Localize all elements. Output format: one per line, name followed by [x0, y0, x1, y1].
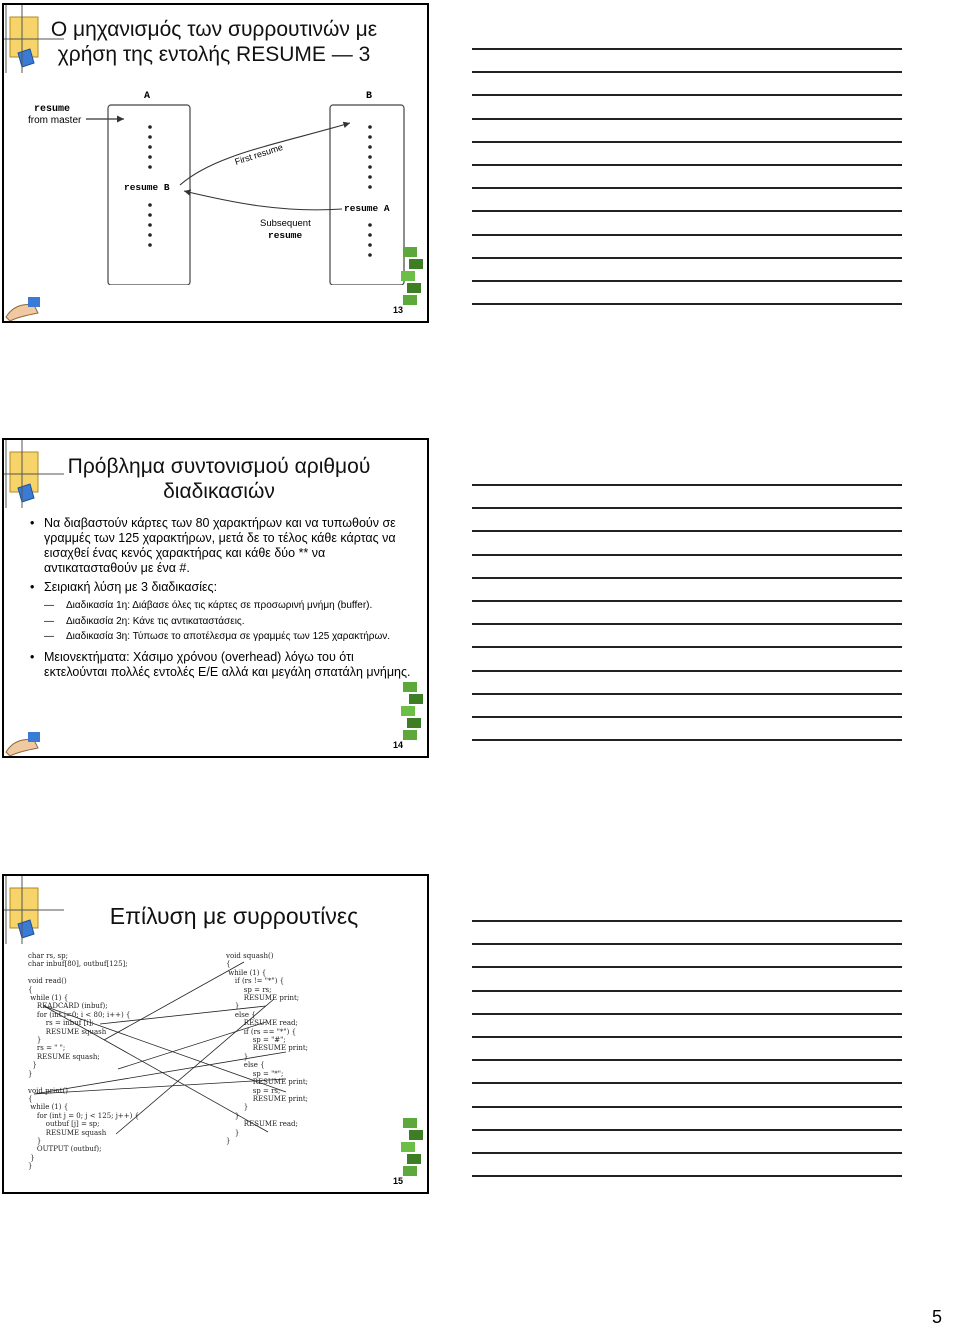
slide-title-line-2: διαδικασιών [163, 480, 275, 503]
note-line [472, 554, 902, 556]
sub-item-1: — Διαδικασία 1η: Διάβασε όλες τις κάρτες σε προσωρινή μνήμη (buffer). [44, 600, 416, 613]
note-line [472, 1059, 902, 1061]
note-line [472, 257, 902, 259]
label-resume-master-2: from master [28, 115, 82, 126]
note-line [472, 1175, 902, 1177]
note-line [472, 210, 902, 212]
slide-15 [2, 874, 429, 1194]
note-line [472, 234, 902, 236]
note-line [472, 1036, 902, 1038]
label-col-b: B [366, 91, 373, 102]
bullet-disadvantages: • Μειονεκτήματα: Χάσιμο χρόνου (overhead) λόγω του ότι εκτελούνται πολλές εντολές Ε/Ε αλλά και μεγάλη σπατάλη μνήμης. [30, 650, 416, 680]
note-line [472, 530, 902, 532]
label-subsequent-1: Subsequent [260, 218, 311, 229]
page-number: 5 [931, 1307, 942, 1327]
label-col-a: A [144, 91, 151, 102]
note-line [472, 966, 902, 968]
label-resume-a: resume A [344, 203, 390, 214]
slide-title [34, 454, 404, 504]
note-line [472, 1106, 902, 1108]
note-line [472, 943, 902, 945]
note-line [472, 187, 902, 189]
note-line [472, 48, 902, 50]
note-line [472, 693, 902, 695]
note-line [472, 739, 902, 741]
label-resume-b: resume B [124, 182, 170, 193]
slide-number: 13 [392, 305, 403, 315]
slide-title-line-1: Ο μηχανισμός των συρρουτινών με [50, 18, 378, 41]
note-line [472, 303, 902, 305]
slide-title-line-2: χρήση της εντολής RESUME — 3 [57, 43, 371, 66]
green-blocks-decoration-icon [399, 680, 425, 742]
note-line [472, 71, 902, 73]
slide-13 [2, 3, 429, 323]
bullet-list [30, 516, 416, 684]
note-line [472, 600, 902, 602]
note-line [472, 716, 902, 718]
green-blocks-decoration-icon [399, 245, 425, 307]
slide-title: Επίλυση με συρρουτίνες [109, 903, 359, 929]
note-line [472, 646, 902, 648]
note-line [472, 920, 902, 922]
routine-a-box [108, 105, 190, 285]
sub-item-3: — Διαδικασία 3η: Τύπωσε το αποτέλεσμα σε γραμμές των 125 χαρακτήρων. [44, 631, 416, 644]
bullet-problem: • Να διαβαστούν κάρτες των 80 χαρακτήρων και να τυπωθούν σε γραμμές των 125 χαρακτήρων, μετά δε το τέλος κάθε κάρτας να εισαχθεί ένας κενός χαρακτήρας και κάθε δύο ** να αντικατασταθούν με ένα #. [30, 516, 416, 576]
slide-number: 14 [392, 740, 403, 750]
slide-14 [2, 438, 429, 758]
routine-b-dots [368, 125, 372, 257]
slide-number: 15 [392, 1176, 403, 1186]
label-resume-master-1: resume [34, 104, 71, 115]
resume-arrows [4, 876, 429, 1194]
note-line [472, 484, 902, 486]
note-line [472, 670, 902, 672]
slide-title-line-1: Πρόβλημα συντονισμού αριθμού [67, 455, 371, 478]
note-line [472, 577, 902, 579]
note-line [472, 118, 902, 120]
arrow-subsequent-resume [184, 191, 342, 210]
note-line [472, 990, 902, 992]
sub-list [44, 600, 416, 644]
bullet-serial-solution [30, 580, 416, 644]
note-line [472, 141, 902, 143]
coroutine-diagram [24, 85, 414, 285]
note-line [472, 164, 902, 166]
code-left: char rs, sp; char inbuf[80], outbuf[125]; void read() { while (1) { READCARD (inbuf); for (int i=0; i < 80; i++) { rs = inbuf [i]; RESUME squash } rs = " "; RESUME squash; } } void print() { while (1) { for (int j = 0; j < 125; j++) { outbuf [j] = sp; RESUME squash } OUTPUT (outbuf); } } [28, 952, 140, 1171]
routine-b-box [330, 105, 404, 285]
note-line [472, 507, 902, 509]
note-line [472, 1082, 902, 1084]
note-line [472, 94, 902, 96]
hand-decoration-icon [4, 277, 44, 321]
hand-decoration-icon [4, 712, 44, 756]
sub-item-2: — Διαδικασία 2η: Κάνε τις αντικαταστάσεις. [44, 616, 416, 629]
note-line [472, 1129, 902, 1131]
note-line [472, 280, 902, 282]
slide-title [24, 17, 404, 67]
label-subsequent-2: resume [268, 230, 303, 241]
code-right: void squash() { while (1) { if (rs != "*") { sp = rs; RESUME print; } else { RESUME read; if (rs == "*") { sp = "#"; RESUME print; } else { sp = "*"; RESUME print; sp = rs; RESUME print; } } RESUME read; } } [226, 952, 309, 1145]
note-line [472, 1152, 902, 1154]
label-first-resume: First resume [233, 141, 285, 167]
green-blocks-decoration-icon [399, 1116, 425, 1178]
note-line [472, 1013, 902, 1015]
note-line [472, 623, 902, 625]
bullet-serial-solution-text: Σειριακή λύση με 3 διαδικασίες: [44, 580, 218, 594]
